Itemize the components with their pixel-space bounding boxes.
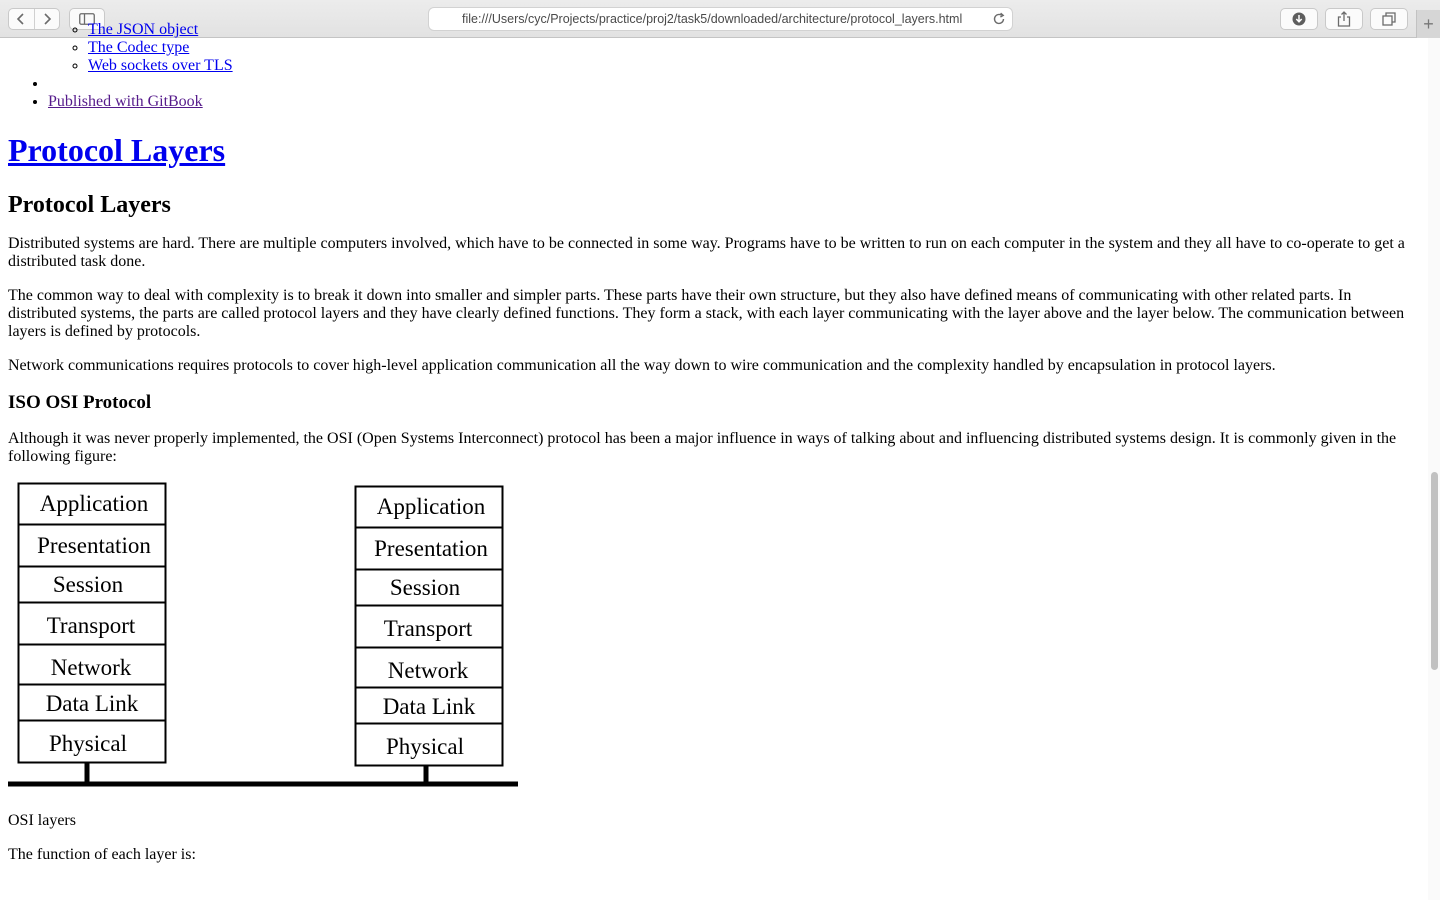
layer-label: Physical (386, 734, 464, 759)
right-protocol-stack (356, 487, 503, 766)
osi-layers-figure (8, 482, 528, 804)
left-protocol-stack (19, 484, 166, 763)
toc-sub-item (88, 39, 1423, 57)
layer-label: Network (387, 658, 469, 683)
page-content (0, 21, 1428, 900)
paragraph: Distributed systems are hard. There are multiple computers involved, which have to be connected in some way. Programs have to be written to run on each computer in the system and they all have to co-operate to get a distributed task done. (8, 235, 1405, 270)
toc-list (8, 21, 1423, 111)
layer-label: Data Link (45, 691, 139, 716)
toc-list-item (48, 21, 1423, 75)
layer-label: Session (389, 575, 461, 600)
layer-label: Transport (383, 616, 473, 641)
figure-caption: OSI layers (8, 812, 76, 829)
url-text: file:///Users/cyc/Projects/practice/proj2/task5/downloaded/architecture/protocol_layers.html (462, 12, 963, 26)
scrollbar-thumb[interactable] (1431, 472, 1438, 670)
page-title-link[interactable]: Protocol Layers (8, 132, 226, 168)
toc-empty-item (48, 75, 1423, 93)
osi-intro-paragraph: Although it was never properly implemented, the OSI (Open Systems Interconnect) protocol has been a major influence in ways of talking about and influencing distributed systems design. It is commonly given in the following figure: (8, 430, 1397, 465)
page-title (8, 132, 1423, 169)
article-container (8, 21, 1423, 864)
osi-heading: ISO OSI Protocol (8, 392, 152, 413)
paragraph: The common way to deal with complexity is to break it down into smaller and simpler parts. These parts have their own structure, but they also have defined means of communicating with other related parts. In distributed systems, the parts are called protocol layers and they have clearly defined functions. They form a stack, with each layer communicating with the layer above and the layer below. The communication between layers is defined by protocols. (8, 287, 1405, 340)
toc-sublist (48, 21, 1423, 75)
toc-link-web-sockets-tls[interactable]: Web sockets over TLS (88, 57, 233, 74)
published-with-gitbook-link[interactable]: Published with GitBook (48, 93, 203, 110)
toc-link-json-object[interactable]: The JSON object (88, 21, 199, 38)
layer-label: Physical (49, 731, 127, 756)
layer-label: Presentation (37, 533, 151, 558)
osi-layers-diagram (8, 482, 528, 804)
toc-sub-item (88, 57, 1423, 75)
paragraph: The function of each layer is: (8, 846, 196, 863)
layer-label: Application (39, 491, 149, 516)
paragraph: Network communications requires protocols to cover high-level application communication all the way down to wire communication and the complexity handled by encapsulation in protocol layers. (8, 357, 1276, 374)
toc-link-codec-type[interactable]: The Codec type (88, 39, 190, 56)
toc-list-item (48, 93, 1423, 111)
layer-label: Presentation (374, 536, 488, 561)
scrollbar-track[interactable] (1428, 38, 1440, 900)
toc-sub-item (88, 21, 1423, 39)
layer-label: Network (50, 655, 132, 680)
layer-label: Application (376, 494, 486, 519)
plus-icon: + (1423, 13, 1434, 34)
layer-label: Transport (46, 613, 136, 638)
layer-label: Session (52, 572, 124, 597)
layer-label: Data Link (382, 694, 476, 719)
section-heading: Protocol Layers (8, 192, 171, 218)
